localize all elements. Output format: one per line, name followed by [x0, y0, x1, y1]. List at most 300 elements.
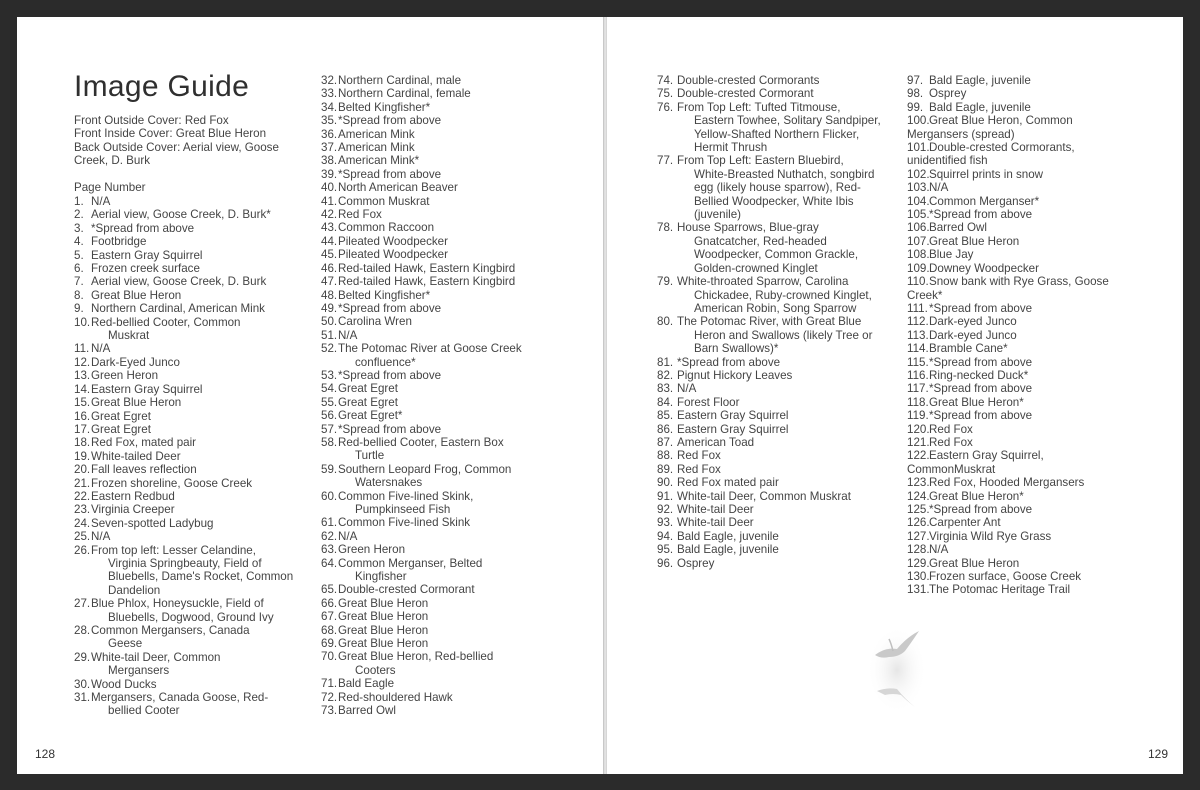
item-text-line: From top left: Lesser Celandine,: [91, 543, 256, 557]
guide-item: [321, 382, 547, 395]
item-text: [929, 423, 1119, 436]
item-number: 127.: [907, 529, 930, 543]
item-text-line: *Spread from above: [338, 368, 442, 382]
guide-item: [907, 583, 1119, 596]
guide-item: [74, 651, 302, 678]
item-text-line: Great Blue Heron: [929, 556, 1020, 570]
guide-item: [907, 221, 1119, 234]
item-text: [91, 423, 302, 436]
item-text: [91, 597, 302, 624]
item-text-line: Eastern Gray Squirrel: [91, 382, 203, 396]
item-text: [338, 691, 547, 704]
item-number: 100.: [907, 114, 930, 128]
guide-item: [321, 302, 547, 315]
item-text-line: Great Blue Heron: [91, 288, 182, 302]
item-text: [338, 409, 547, 422]
item-text-line: *Spread from above: [677, 355, 781, 369]
item-text: [677, 356, 890, 369]
item-text-line: Red Fox: [677, 462, 721, 476]
item-text: [91, 302, 302, 315]
item-number: 45.: [321, 248, 338, 262]
item-text-continuation: confluence*: [355, 355, 416, 369]
guide-item: [321, 691, 547, 704]
item-text: [91, 691, 302, 718]
item-number: 120.: [907, 422, 930, 436]
item-text-continuation: Virginia Springbeauty, Field of Bluebells, Dame's Rocket, Common Dandelion: [108, 556, 294, 597]
item-text-line: Downey Woodpecker: [929, 261, 1039, 275]
guide-item: [321, 530, 547, 543]
item-text: [91, 289, 302, 302]
item-text-line: Great Egret: [91, 409, 151, 423]
item-text-continuation: Cooters: [355, 663, 396, 677]
guide-column-3: [657, 74, 890, 570]
guide-item: [74, 235, 302, 248]
item-number: 61.: [321, 516, 338, 530]
item-number: 95.: [657, 543, 674, 557]
item-text-line: *Spread from above: [929, 301, 1033, 315]
guide-item: [74, 423, 302, 436]
item-text: [338, 610, 547, 623]
item-text-continuation: Kingfisher: [355, 570, 407, 584]
item-text-line: Dark-Eyed Junco: [91, 355, 180, 369]
item-text: [677, 154, 890, 221]
guide-item: [907, 557, 1119, 570]
item-text: [91, 624, 302, 651]
item-text-line: White-tail Deer: [677, 503, 754, 516]
guide-item: [321, 409, 547, 422]
item-text: [91, 544, 302, 598]
item-number: 91.: [657, 489, 674, 503]
item-text-line: Great Blue Heron: [338, 610, 429, 624]
guide-item: [74, 477, 302, 490]
item-text: [91, 410, 302, 423]
item-number: 3.: [74, 221, 84, 235]
item-text-line: Forest Floor: [677, 395, 740, 409]
item-number: 53.: [321, 368, 338, 382]
item-text-line: Osprey: [929, 87, 967, 101]
guide-item: [907, 181, 1119, 194]
guide-item: [321, 583, 547, 596]
guide-item: [907, 141, 1119, 168]
right-page-number: 129: [1147, 747, 1168, 761]
item-number: 81.: [657, 355, 674, 369]
item-text-line: *Spread from above: [929, 503, 1033, 516]
guide-item: [657, 543, 890, 556]
guide-item: [74, 530, 302, 543]
item-number: 119.: [907, 409, 929, 423]
item-number: 16.: [74, 409, 91, 423]
item-text-line: House Sparrows, Blue-gray: [677, 221, 819, 235]
item-text: [338, 128, 547, 141]
item-text: [929, 342, 1119, 355]
page-title: Image Guide: [74, 70, 250, 103]
item-text-line: Red Fox mated pair: [677, 476, 779, 490]
item-text-continuation: Pumpkinseed Fish: [355, 503, 451, 516]
guide-item: [74, 691, 302, 718]
item-text-line: Mergansers, Canada Goose, Red-: [91, 691, 269, 705]
guide-item: [74, 289, 302, 302]
item-text: [677, 221, 890, 275]
item-text: [677, 396, 890, 409]
guide-item: [321, 315, 547, 328]
item-number: 13.: [74, 369, 91, 383]
item-number: 17.: [74, 422, 91, 436]
item-number: 72.: [321, 690, 338, 704]
item-number: 122.: [907, 449, 930, 463]
guide-item: [321, 141, 547, 154]
item-text-line: Red Fox, mated pair: [91, 436, 197, 450]
item-text-line: The Potomac Heritage Trail: [929, 583, 1071, 597]
guide-item: [74, 544, 302, 598]
item-number: 11.: [74, 342, 90, 356]
guide-item: [657, 101, 890, 155]
item-text: [929, 436, 1119, 449]
item-text-line: Red Fox: [929, 422, 973, 436]
guide-item: [321, 637, 547, 650]
item-text: [338, 329, 547, 342]
item-number: 128.: [907, 543, 930, 557]
item-text-line: Great Blue Heron*: [929, 395, 1024, 409]
guide-item: [321, 329, 547, 342]
item-number: 113.: [907, 328, 929, 342]
item-text: [677, 516, 890, 529]
item-text-line: Blue Jay: [929, 248, 974, 262]
item-number: 76.: [657, 100, 674, 114]
item-text: [338, 101, 547, 114]
item-text-line: *Spread from above: [338, 422, 442, 436]
item-text: [677, 490, 890, 503]
item-text: [338, 637, 547, 650]
item-text: [929, 382, 1119, 395]
guide-item: [321, 624, 547, 637]
guide-item: [74, 490, 302, 503]
item-text-line: *Spread from above: [338, 167, 442, 181]
item-number: 105.: [907, 208, 930, 222]
guide-item: [321, 704, 547, 717]
guide-item: [657, 476, 890, 489]
item-number: 126.: [907, 516, 930, 530]
item-text-line: Pignut Hickory Leaves: [677, 368, 793, 382]
item-text-line: American Mink: [338, 141, 415, 155]
item-text-continuation: Watersnakes: [355, 476, 423, 490]
guide-item: [321, 168, 547, 181]
item-number: 56.: [321, 409, 338, 423]
item-text-continuation: unidentified fish: [907, 154, 988, 168]
guide-item: [657, 315, 890, 355]
guide-item: [907, 208, 1119, 221]
item-number: 18.: [74, 436, 91, 450]
item-text: [338, 168, 547, 181]
item-text: [91, 396, 302, 409]
item-text: [91, 222, 302, 235]
item-text-line: The Potomac River, with Great Blue: [677, 315, 862, 329]
item-text-continuation: Chickadee, Ruby-crowned Kinglet, American Robin, Song Sparrow: [694, 288, 872, 315]
item-text-line: Common Mergansers, Canada: [91, 624, 250, 637]
item-text-line: Great Blue Heron: [338, 637, 429, 651]
item-text: [338, 74, 547, 87]
item-text-line: Barred Owl: [338, 704, 396, 718]
item-number: 109.: [907, 261, 930, 275]
guide-item: [321, 275, 547, 288]
guide-item: [907, 168, 1119, 181]
item-number: 35.: [321, 114, 338, 128]
item-number: 101.: [907, 141, 930, 155]
guide-item: [907, 275, 1119, 302]
item-text: [929, 503, 1119, 516]
left-page-number: 128: [35, 747, 56, 761]
guide-item: [321, 463, 547, 490]
guide-item: [74, 316, 302, 343]
guide-item: [74, 249, 302, 262]
item-text: [338, 141, 547, 154]
item-number: 5.: [74, 248, 84, 262]
item-text: [677, 557, 890, 570]
item-text: [338, 677, 547, 690]
item-text-line: Great Blue Heron, Red-bellied: [338, 650, 494, 664]
guide-item: [321, 195, 547, 208]
item-text: [91, 651, 302, 678]
item-text-line: *Spread from above: [338, 114, 442, 128]
guide-item: [907, 315, 1119, 328]
guide-item: [74, 369, 302, 382]
guide-item: [74, 383, 302, 396]
item-number: 55.: [321, 395, 338, 409]
item-number: 108.: [907, 248, 930, 262]
guide-item: [907, 516, 1119, 529]
guide-item: [74, 342, 302, 355]
guide-item: [74, 208, 302, 221]
item-text-continuation: Heron and Swallows (likely Tree or Barn Swallows)*: [694, 328, 873, 356]
guide-item: [74, 275, 302, 288]
guide-item: [74, 624, 302, 651]
item-text: [929, 396, 1119, 409]
guide-item: [321, 369, 547, 382]
item-text: [338, 154, 547, 167]
item-text: [338, 583, 547, 596]
item-text: [929, 369, 1119, 382]
guide-item: [907, 476, 1119, 489]
item-text-line: Dark-eyed Junco: [929, 315, 1017, 329]
guide-item: [907, 369, 1119, 382]
item-text: [338, 221, 547, 234]
item-number: 129.: [907, 556, 930, 570]
item-text-line: Northern Cardinal, female: [338, 87, 471, 101]
item-number: 93.: [657, 516, 674, 530]
item-text: [338, 342, 547, 369]
guide-item: [321, 208, 547, 221]
item-text-line: American Mink: [338, 127, 415, 141]
item-text-line: American Toad: [677, 435, 755, 449]
item-text: [929, 516, 1119, 529]
item-number: 124.: [907, 489, 930, 503]
item-text: [929, 181, 1119, 194]
cover-item: Back Outside Cover: Aerial view, Goose Creek, D. Burk: [74, 140, 279, 168]
item-number: 87.: [657, 435, 674, 449]
item-text-line: N/A: [91, 195, 111, 208]
guide-item: [657, 275, 890, 315]
item-number: 97.: [907, 74, 924, 87]
item-text-line: N/A: [929, 543, 949, 557]
item-text-line: N/A: [677, 382, 697, 396]
item-text-line: Carolina Wren: [338, 315, 412, 329]
item-text: [929, 476, 1119, 489]
item-text-line: Eastern Redbud: [91, 489, 175, 503]
guide-item: [74, 356, 302, 369]
item-text-line: *Spread from above: [929, 409, 1033, 423]
item-text-continuation: Mergansers: [108, 664, 170, 678]
item-text: [677, 503, 890, 516]
egret-reflection-image: [867, 625, 927, 715]
guide-item: [907, 530, 1119, 543]
item-number: 27.: [74, 597, 91, 611]
guide-item: [657, 382, 890, 395]
item-number: 21.: [74, 476, 91, 490]
guide-item: [74, 463, 302, 476]
item-text: [91, 356, 302, 369]
item-number: 9.: [74, 302, 84, 316]
item-text-continuation: CommonMuskrat: [907, 462, 996, 476]
item-text: [91, 517, 302, 530]
item-text-line: Eastern Gray Squirrel: [91, 248, 203, 262]
item-text: [338, 436, 547, 463]
item-text-line: Bald Eagle, juvenile: [929, 74, 1031, 87]
item-number: 73.: [321, 704, 338, 718]
item-text-line: N/A: [91, 342, 111, 356]
guide-item: [321, 490, 547, 517]
item-text: [677, 382, 890, 395]
item-text-line: Red Fox, Hooded Mergansers: [929, 476, 1085, 490]
guide-item: [907, 490, 1119, 503]
item-text: [338, 463, 547, 490]
item-text: [91, 275, 302, 288]
item-text-line: Frozen shoreline, Goose Creek: [91, 476, 253, 490]
guide-item: [907, 543, 1119, 556]
item-number: 102.: [907, 167, 930, 181]
item-number: 19.: [74, 449, 91, 463]
item-number: 20.: [74, 463, 91, 477]
item-text: [91, 249, 302, 262]
guide-item: [321, 396, 547, 409]
item-text: [677, 74, 890, 87]
item-text: [929, 235, 1119, 248]
item-number: 51.: [321, 328, 338, 342]
item-text: [929, 221, 1119, 234]
item-text-line: Eastern Gray Squirrel,: [929, 449, 1044, 463]
guide-item: [657, 423, 890, 436]
guide-item: [907, 302, 1119, 315]
item-number: 1.: [74, 195, 84, 208]
item-text-line: Belted Kingfisher*: [338, 100, 431, 114]
item-text: [929, 557, 1119, 570]
guide-item: [657, 369, 890, 382]
item-number: 4.: [74, 235, 84, 249]
guide-column-1: [74, 195, 302, 718]
item-text-line: Red Fox: [338, 208, 382, 222]
item-text-continuation: Mergansers (spread): [907, 127, 1015, 141]
item-text-line: Frozen creek surface: [91, 262, 200, 276]
item-number: 39.: [321, 167, 338, 181]
item-text-line: Blue Phlox, Honeysuckle, Field of: [91, 597, 264, 611]
item-number: 114.: [907, 342, 929, 356]
guide-item: [74, 678, 302, 691]
item-text-line: Footbridge: [91, 235, 147, 249]
item-number: 22.: [74, 489, 91, 503]
item-text: [91, 235, 302, 248]
guide-column-4: [907, 74, 1119, 597]
item-number: 14.: [74, 382, 91, 396]
item-text-line: Southern Leopard Frog, Common: [338, 462, 512, 476]
guide-item: [321, 114, 547, 127]
guide-item: [74, 436, 302, 449]
item-text: [929, 409, 1119, 422]
right-page: [607, 17, 1183, 774]
guide-item: [321, 436, 547, 463]
item-text: [677, 409, 890, 422]
item-text: [91, 383, 302, 396]
item-number: 103.: [907, 181, 930, 195]
item-text: [677, 87, 890, 100]
item-text: [338, 490, 547, 517]
item-text: [91, 342, 302, 355]
guide-item: [657, 503, 890, 516]
guide-item: [321, 342, 547, 369]
guide-item: [321, 74, 547, 87]
item-text-line: Common Merganser, Belted: [338, 556, 483, 570]
item-text: [91, 316, 302, 343]
guide-item: [907, 449, 1119, 476]
item-text: [677, 543, 890, 556]
item-number: 57.: [321, 422, 338, 436]
item-text-continuation: White-Breasted Nuthatch, songbird egg (likely house sparrow), Red-Bellied Woodpecker, White Ibis (juvenile): [694, 167, 875, 222]
item-number: 47.: [321, 275, 338, 289]
item-number: 46.: [321, 261, 338, 275]
item-text-line: *Spread from above: [929, 355, 1033, 369]
item-text: [91, 369, 302, 382]
guide-item: [657, 409, 890, 422]
item-text: [338, 530, 547, 543]
item-text-line: Great Egret: [338, 382, 398, 396]
item-text-line: Red-bellied Cooter, Common: [91, 315, 241, 329]
item-text-line: Wood Ducks: [91, 677, 157, 691]
item-text: [91, 450, 302, 463]
item-text-line: Virginia Creeper: [91, 503, 175, 517]
item-text-line: Northern Cardinal, American Mink: [91, 302, 265, 316]
item-text: [677, 530, 890, 543]
item-number: 8.: [74, 288, 84, 302]
item-text: [929, 530, 1119, 543]
guide-item: [907, 235, 1119, 248]
item-number: 106.: [907, 221, 930, 235]
item-text: [91, 490, 302, 503]
item-text: [338, 597, 547, 610]
item-number: 121.: [907, 435, 930, 449]
item-text-line: Great Egret*: [338, 409, 403, 423]
item-text-line: Double-crested Cormorant: [338, 583, 475, 597]
item-text-line: Frozen surface, Goose Creek: [929, 570, 1082, 584]
item-text-line: Great Egret: [91, 422, 151, 436]
item-text-line: Aerial view, Goose Creek, D. Burk*: [91, 208, 271, 222]
item-text: [338, 114, 547, 127]
item-text-line: American Mink*: [338, 154, 420, 168]
item-text-line: Double-crested Cormorant: [677, 87, 814, 101]
item-text-line: Green Heron: [91, 369, 159, 383]
guide-item: [907, 195, 1119, 208]
item-number: 48.: [321, 288, 338, 302]
item-text-line: Fall leaves reflection: [91, 463, 197, 477]
item-number: 63.: [321, 543, 338, 557]
item-text-line: Great Blue Heron: [338, 596, 429, 610]
item-text: [677, 275, 890, 315]
